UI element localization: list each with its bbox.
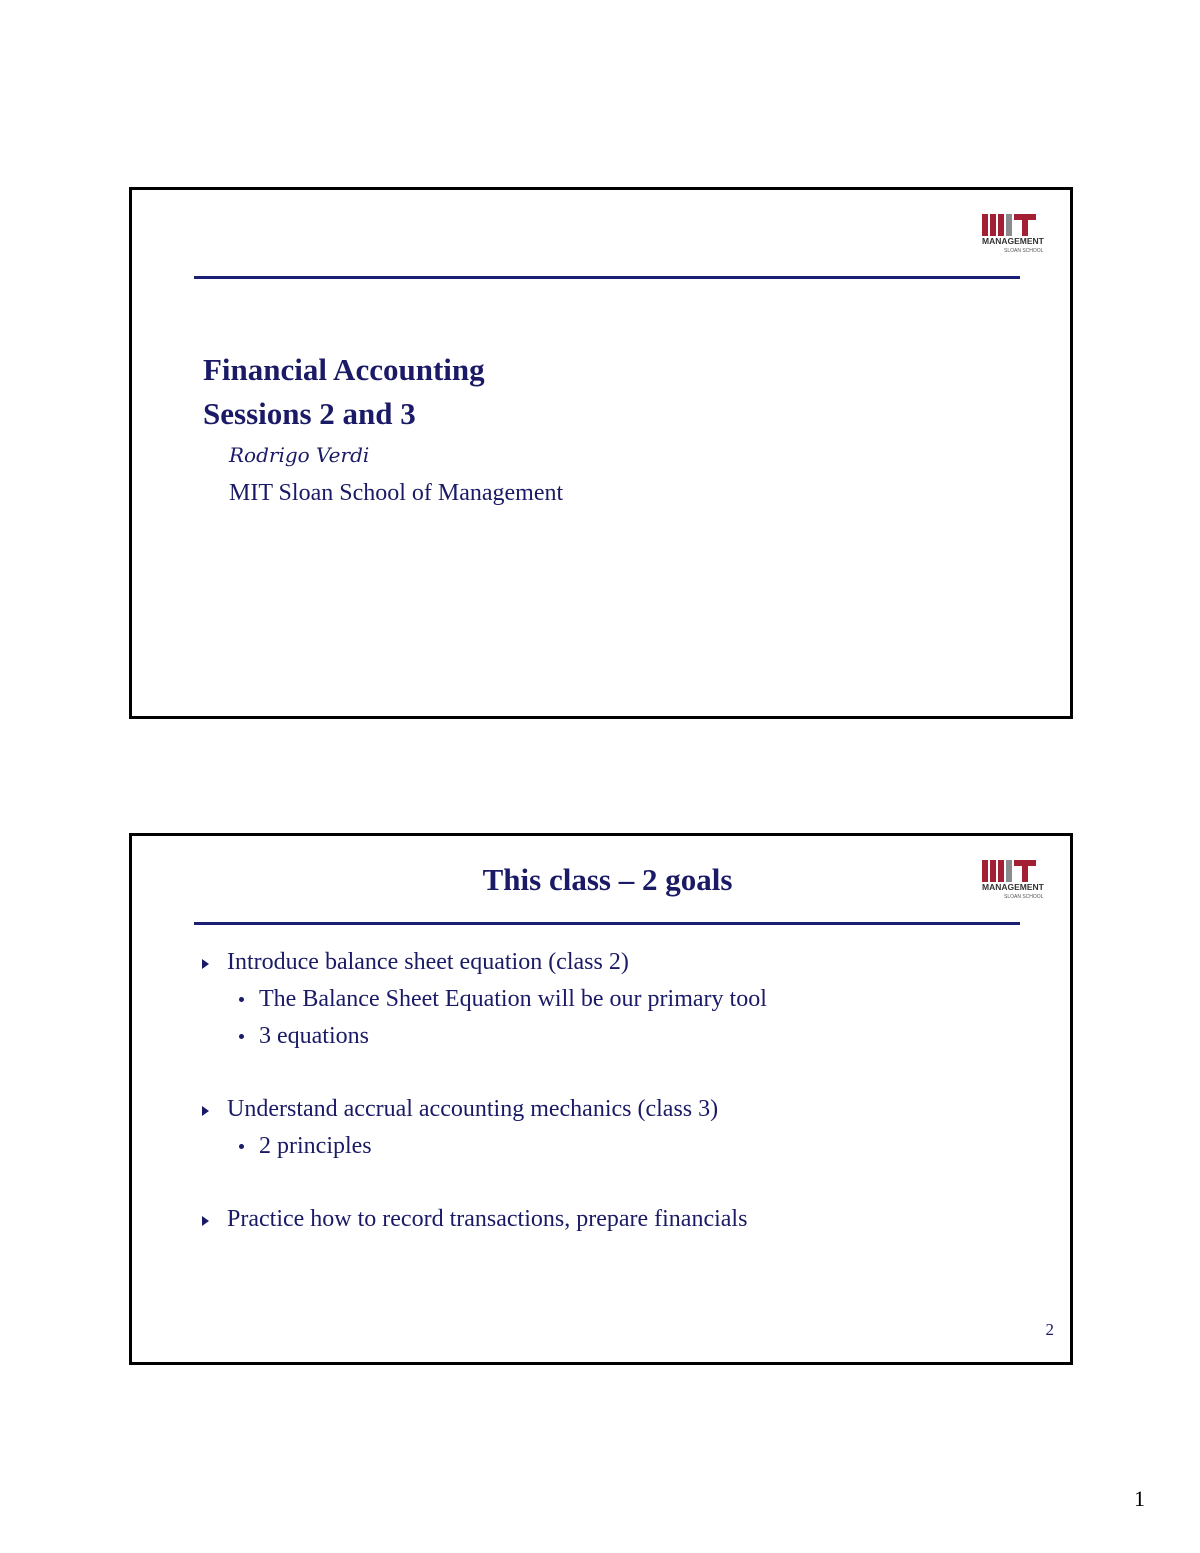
slide-number: 2 [1045,1320,1054,1339]
page-number: 1 [1134,1486,1145,1511]
slide-1 [129,187,1073,719]
sub-goal-text: 3 equations [259,1023,369,1049]
logo-sloan-text: SLOAN SCHOOL [1004,894,1044,900]
title-rule [194,276,1020,279]
mit-logo-icon [982,856,1058,900]
title-block [203,348,563,508]
arrow-bullet-icon [202,1106,209,1116]
list-item [201,1128,1021,1165]
institution-name: MIT Sloan School of Management [229,480,564,506]
list-item [201,1018,1021,1055]
arrow-bullet-icon [202,959,209,969]
slide-2 [129,833,1073,1365]
sub-goal-text: 2 principles [259,1133,372,1159]
logo-sloan-text: SLOAN SCHOOL [1004,248,1044,254]
mit-sloan-logo [982,210,1058,254]
list-item [201,981,1021,1018]
arrow-bullet-icon [202,1216,209,1226]
logo-management-text: MANAGEMENT [982,882,1044,892]
session-subtitle: Sessions 2 and 3 [203,396,416,431]
sub-goal-text: The Balance Sheet Equation will be our primary tool [259,986,767,1012]
mit-sloan-logo [982,856,1058,900]
dot-bullet-icon [239,997,244,1002]
goal-text: Introduce balance sheet equation (class 2) [227,949,629,975]
title-rule [194,922,1020,925]
dot-bullet-icon [239,1144,244,1149]
slide-2-title: This class – 2 goals [482,862,733,897]
list-item [201,1201,1021,1238]
logo-management-text: MANAGEMENT [982,236,1044,246]
mit-logo-icon [982,210,1058,254]
goals-list [201,944,1021,1238]
course-title: Financial Accounting [203,352,485,387]
goal-text: Understand accrual accounting mechanics (class 3) [227,1096,719,1122]
dot-bullet-icon [239,1034,244,1039]
list-item [201,1091,1021,1128]
list-item [201,944,1021,981]
goal-text: Practice how to record transactions, prepare financials [227,1206,748,1232]
author-name: Rodrigo Verdi [229,443,370,467]
